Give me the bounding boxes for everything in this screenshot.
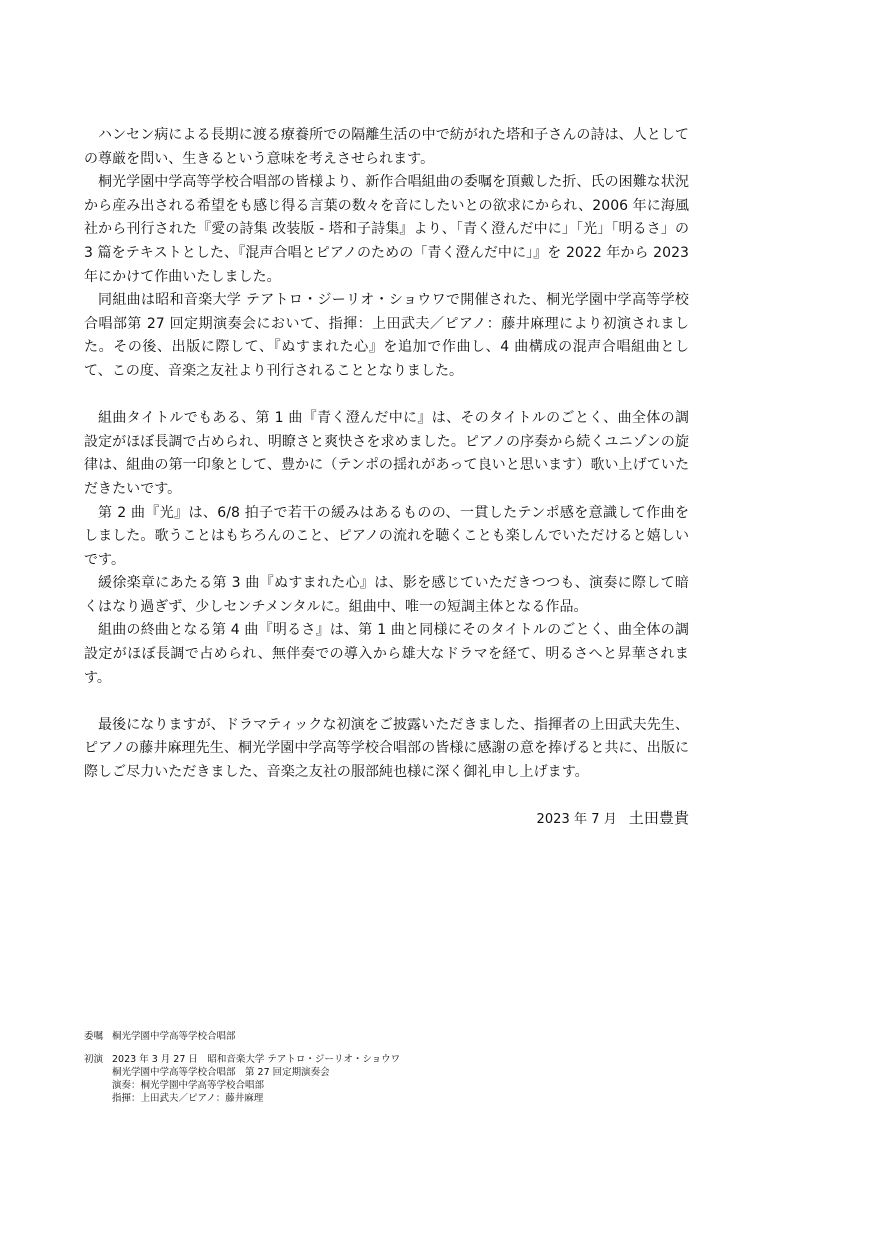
- section-spacer: [84, 690, 689, 714]
- paragraph: 同組曲は昭和音楽大学 テアトロ・ジーリオ・ショウワで開催された、桐光学園中学高等学校合唱部第 27 回定期演奏会において、指揮：上田武夫／ピアノ：藤井麻理により初演されました。その後、出版に際して、『ぬすまれた心』を追加で作曲し、4 曲構成の混声合唱組曲として、この度、音楽之友社より刊行されることとなりました。: [84, 292, 689, 379]
- paragraph: 最後になりますが、ドラマティックな初演をご披露いただきました、指揮者の上田武夫先生、ピアノの藤井麻理先生、桐光学園中学高等学校合唱部の皆様に感謝の意を捧げると共に、出版に際しご尽力いただきました、音楽之友社の服部純也様に深く御礼申し上げます。: [84, 716, 689, 781]
- premiere-note: [84, 1053, 400, 1105]
- paragraph: 緩徐楽章にあたる第 3 曲『ぬすまれた心』は、影を感じていただきつつも、演奏に際して暗くはなり過ぎず、少しセンチメンタルに。組曲中、唯一の短調主体となる作品。: [84, 575, 689, 615]
- signature-name: 土田豊貴: [628, 808, 689, 827]
- signature-block: [84, 807, 689, 832]
- premiere-notes: [84, 1030, 400, 1105]
- premiere-line: 桐光学園中学高等学校合唱部 第 27 回定期演奏会: [112, 1067, 330, 1078]
- paragraph: 桐光学園中学高等学校合唱部の皆様より、新作合唱組曲の委嘱を頂戴した折、氏の困難な状況から産み出される希望をも感じ得る言葉の数々を音にしたいとの欲求にかられ、2006 年に海風社から刊行された『愛の詩集 改装版 - 塔和子詩集』より、「青く澄んだ中に」「光」「明るさ」の 3 篇をテキストとした、『混声合唱とピアノのための「青く澄んだ中に」』を 2022 年から 2023 年にかけて作曲いたしました。: [84, 174, 689, 285]
- section-spacer: [84, 384, 689, 408]
- premiere-label: 初演: [84, 1054, 104, 1065]
- commission-lines: [112, 1030, 236, 1043]
- paragraph: 組曲の終曲となる第 4 曲『明るさ』は、第 1 曲と同様にそのタイトルのごとく、曲全体の調設定がほぼ長調で占められ、無伴奏での導入から雄大なドラマを経て、明るさへと昇華されます。: [84, 622, 689, 686]
- commission-label: 委嘱: [84, 1031, 104, 1042]
- paragraph: 組曲タイトルでもある、第 1 曲『青く澄んだ中に』は、そのタイトルのごとく、曲全体の調設定がほぼ長調で占められ、明瞭さと爽快さを求めました。ピアノの序奏から続くユニゾンの旋律は、組曲の第一印象として、豊かに（テンポの揺れがあって良いと思います）歌い上げていただきたいです。: [84, 410, 689, 497]
- preface-body: [84, 124, 689, 831]
- note-spacer: [84, 1043, 400, 1053]
- premiere-line: 2023 年 3 月 27 日 昭和音楽大学 テアトロ・ジーリオ・ショウワ: [112, 1054, 401, 1065]
- premiere-line: 指揮：上田武夫／ピアノ：藤井麻理: [112, 1093, 264, 1104]
- commission-note: [84, 1030, 400, 1043]
- premiere-line: 演奏：桐光学園中学高等学校合唱部: [112, 1080, 265, 1091]
- commission-line: 桐光学園中学高等学校合唱部: [112, 1031, 236, 1042]
- premiere-lines: [112, 1053, 400, 1105]
- paragraph: ハンセン病による長期に渡る療養所での隔離生活の中で紡がれた塔和子さんの詩は、人としての尊厳を問い、生きるという意味を考えさせられます。: [84, 127, 689, 167]
- signature-date: 2023 年 7 月: [536, 811, 617, 827]
- paragraph: 第 2 曲『光』は、6/8 拍子で若干の緩みはあるものの、一貫したテンポ感を意識して作曲をしました。歌うことはもちろんのこと、ピアノの流れを聴くことも楽しんでいただけると嬉しいです。: [84, 504, 689, 568]
